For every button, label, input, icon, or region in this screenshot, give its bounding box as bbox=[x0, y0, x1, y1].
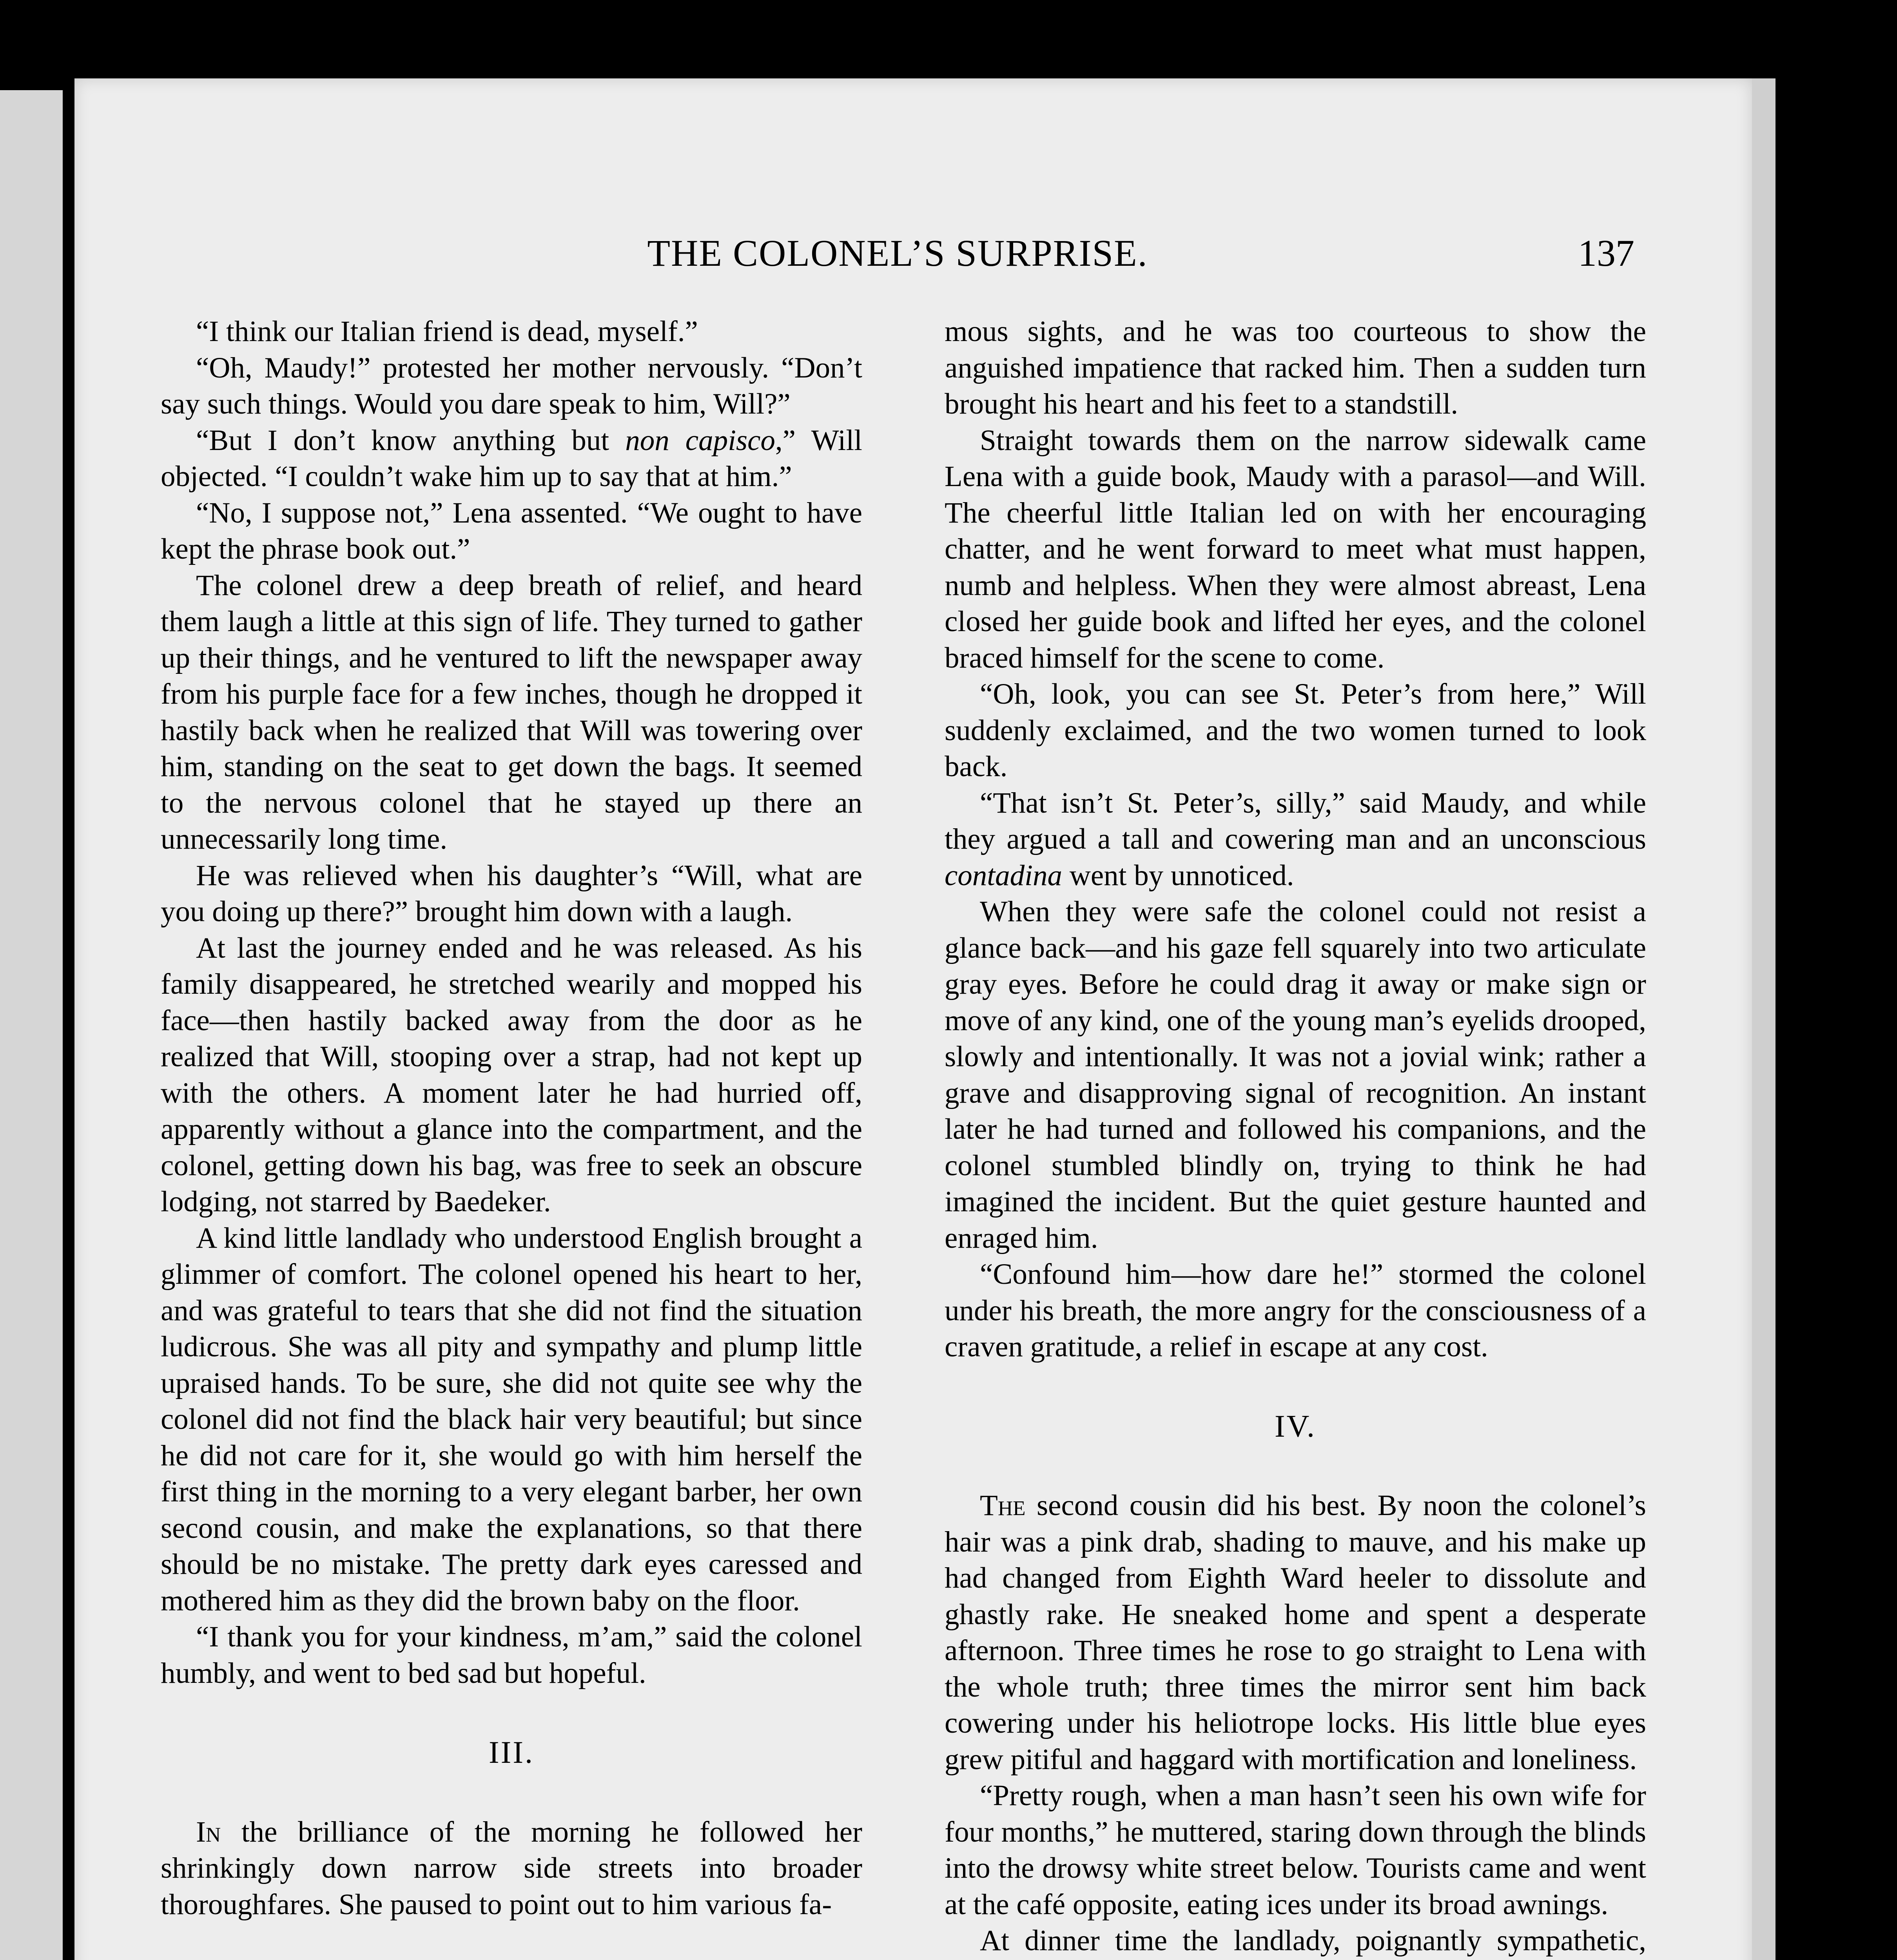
text-run: the brilliance of the morning he followed her shrinkingly down narrow side streets into broader thoroughfares. She paused to point out to him various fa- bbox=[161, 1815, 862, 1921]
paragraph: “I thank you for your kindness, m’am,” said the colonel humbly, and went to bed sad but hopeful. bbox=[161, 1621, 862, 1690]
paragraph: “Oh, Maudy!” protested her mother nervously. “Don’t say such things. Would you dare speak to him, Will?” bbox=[161, 351, 862, 420]
section-heading: IV. bbox=[1274, 1409, 1317, 1444]
paragraph: A kind little landlady who understood English brought a glimmer of comfort. The colonel opened his heart to her, and was grateful to tears that she did not find the situation ludicrous. She was all pity and sympathy and plump little upraised hands. To be sure, she did not quite see why the colonel did not find the black hair very beautiful; but since he did not care for it, she would go with him herself the first thing in the morning to a very elegant barber, her own second cousin, and make the explanations, so that there should be no mistake. The pretty dark eyes caressed and mothered him as they did the brown baby on the floor. bbox=[161, 1221, 862, 1617]
paragraph: “Oh, look, you can see St. Peter’s from here,” Will suddenly exclaimed, and the two women turned to look back. bbox=[945, 678, 1646, 783]
italic-phrase: non capisco bbox=[625, 424, 775, 457]
right-column bbox=[945, 314, 1646, 1960]
text-run: ,” Will objected. “I couldn’t wake him up to say that at him.” bbox=[161, 424, 862, 493]
paragraph: “I think our Italian friend is dead, myself.” bbox=[196, 315, 698, 348]
previous-page-edge bbox=[0, 90, 63, 1960]
paragraph: He was relieved when his daughter’s “Will, what are you doing up there?” brought him down with a laugh. bbox=[161, 859, 862, 928]
paragraph: “No, I suppose not,” Lena assented. “We ought to have kept the phrase book out.” bbox=[161, 496, 862, 565]
paragraph bbox=[161, 1814, 862, 1923]
italic-phrase: contadina bbox=[945, 859, 1062, 892]
paragraph: When they were safe the colonel could not resist a glance back—and his gaze fell squarely into two articulate gray eyes. Before he could drag it away or make sign or move of any kind, one of the young man’s eyelids drooped, slowly and intentionally. It was not a jovial wink; rather a grave and disapproving signal of recognition. An instant later he had turned and followed his companions, and the colonel stumbled blindly on, trying to think he had imagined the incident. But the quiet gesture haunted and enraged him. bbox=[945, 895, 1646, 1254]
running-head: THE COLONEL’S SURPRISE. bbox=[647, 232, 1148, 274]
paragraph: The colonel drew a deep breath of relief, and heard them laugh a little at this sign of life. They turned to gather up their things, and he ventured to lift the newspaper away from his purple face for a few inches, though he dropped it hastily back when he realized that Will was towering over him, standing on the seat to get down the bags. It seemed to the nervous colonel that he stayed up there an unnecessarily long time. bbox=[161, 569, 862, 855]
paragraph bbox=[945, 785, 1646, 894]
paragraph: At dinner time the landlady, poignantly sympathetic, bbox=[980, 1924, 1646, 1957]
page-edge-right bbox=[1752, 78, 1775, 1960]
text-run: went by unnoticed. bbox=[1062, 859, 1294, 892]
small-caps-lead: The bbox=[980, 1489, 1026, 1522]
paragraph: “Confound him—how dare he!” stormed the colonel under his breath, the more angry for the consciousness of a craven gratitude, a relief in escape at any cost. bbox=[945, 1258, 1646, 1363]
text-run: “But I don’t know anything but bbox=[196, 424, 626, 457]
paragraph bbox=[945, 1488, 1646, 1778]
paragraph: “Pretty rough, when a man hasn’t seen his own wife for four months,” he muttered, staring down through the blinds into the drowsy white street below. Tourists came and went at the café opposite, eating ices under its broad awnings. bbox=[945, 1779, 1646, 1921]
left-column bbox=[161, 314, 862, 1923]
section-heading: III. bbox=[489, 1735, 534, 1770]
text-run: “That isn’t St. Peter’s, silly,” said Maudy, and while they argued a tall and cowering man and an unconscious bbox=[945, 786, 1646, 855]
paragraph: At last the journey ended and he was released. As his family disappeared, he stretched wearily and mopped his face—then hastily backed away from the door as he realized that Will, stooping over a strap, had not kept up with the others. A moment later he had hurried off, apparently without a glance into the compartment, and the colonel, getting down his bag, was free to seek an obscure lodging, not starred by Baedeker. bbox=[161, 931, 862, 1218]
small-caps-lead: In bbox=[196, 1815, 221, 1848]
page-header bbox=[161, 231, 1634, 294]
paragraph: mous sights, and he was too courteous to show the anguished impatience that racked him. Then a sudden turn brought his heart and his feet to a standstill. bbox=[945, 315, 1646, 420]
page-number: 137 bbox=[1578, 232, 1634, 274]
text-run: second cousin did his best. By noon the colonel’s hair was a pink drab, shading to mauve, and his make up had changed from Eighth Ward heeler to dissolute and ghastly rake. He sneaked home and spent a desperate afternoon. Three times he rose to go straight to Lena with the whole truth; three times the mirror sent him back cowering under his heliotrope locks. His little blue eyes grew pitiful and haggard with mortification and loneliness. bbox=[945, 1489, 1646, 1776]
paragraph: Straight towards them on the narrow sidewalk came Lena with a guide book, Maudy with a parasol—and Will. The cheerful little Italian led on with her encouraging chatter, and he went forward to meet what must happen, numb and helpless. When they were almost abreast, Lena closed her guide book and lifted her eyes, and the colonel braced himself for the scene to come. bbox=[945, 424, 1646, 674]
paragraph bbox=[161, 423, 862, 495]
